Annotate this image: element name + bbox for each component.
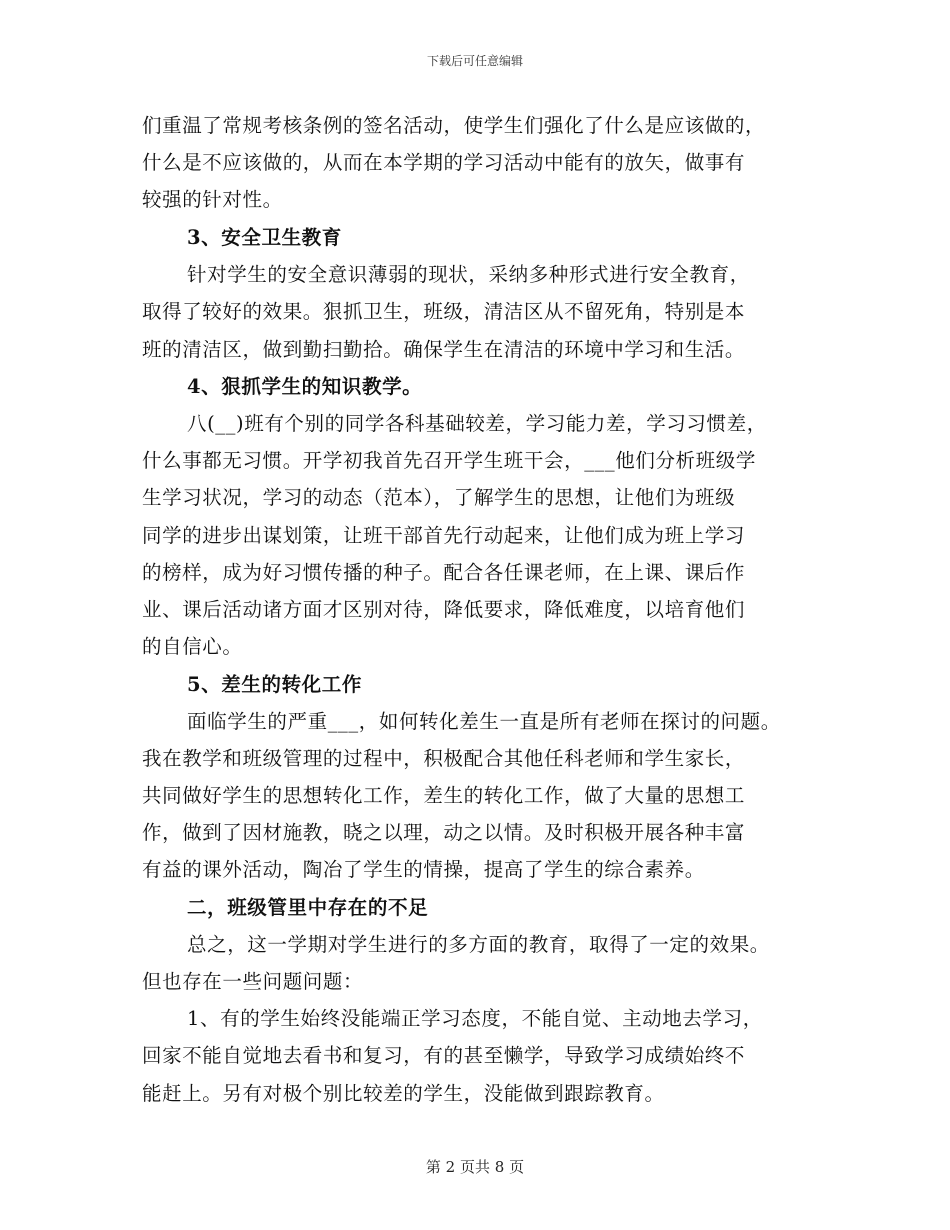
text-line: 但也存在一些问题问题： <box>142 970 364 993</box>
text-line: 什么事都无习惯。开学初我首先召开学生班干会，___他们分析班级学 <box>142 449 756 472</box>
text-line: 八(__)班有个别的同学各科基础较差，学习能力差，学习习惯差， <box>187 412 767 435</box>
section-heading: 3、安全卫生教育 <box>187 226 342 249</box>
text-line: 我在教学和班级管理的过程中，积极配合其他任科老师和学生家长， <box>142 747 746 770</box>
text-line: 什么是不应该做的，从而在本学期的学习活动中能有的放矢，做事有 <box>142 151 746 174</box>
text-line: 回家不能自觉地去看书和复习，有的甚至懒学，导致学习成绩始终不 <box>142 1044 746 1067</box>
text-line: 的自信心。 <box>142 635 243 658</box>
text-line: 取得了较好的效果。狠抓卫生，班级，清洁区从不留死角，特别是本 <box>142 300 746 323</box>
text-line: 班的清洁区，做到勤扫勤拾。确保学生在清洁的环境中学习和生活。 <box>142 338 746 361</box>
text-line: 面临学生的严重___，如何转化差生一直是所有老师在探讨的问题。 <box>187 710 781 733</box>
section-heading: 4、狠抓学生的知识教学。 <box>187 375 423 398</box>
text-line: 们重温了常规考核条例的签名活动，使学生们强化了什么是应该做的， <box>142 114 766 137</box>
section-heading: 二，班级管里中存在的不足 <box>187 896 429 919</box>
text-line: 业、课后活动诸方面才区别对待，降低要求，降低难度，以培育他们 <box>142 598 746 621</box>
text-line: 有益的课外活动，陶冶了学生的情操，提高了学生的综合素养。 <box>142 858 705 881</box>
page-header: 下载后可任意编辑 <box>426 54 523 68</box>
text-line: 作，做到了因材施教，晓之以理，动之以情。及时积极开展各种丰富 <box>142 821 746 844</box>
text-line: 针对学生的安全意识薄弱的现状，采纳多种形式进行安全教育， <box>187 263 750 286</box>
text-line: 总之，这一学期对学生进行的多方面的教育，取得了一定的效果。 <box>187 933 770 956</box>
text-line: 较强的针对性。 <box>142 188 283 211</box>
page-footer: 第 2 页共 8 页 <box>425 1158 525 1176</box>
text-line: 同学的进步出谋划策，让班干部首先行动起来，让他们成为班上学习 <box>142 524 746 547</box>
text-line: 的榜样，成为好习惯传播的种子。配合各任课老师，在上课、课后作 <box>142 561 746 584</box>
text-line: 1、有的学生始终没能端正学习态度，不能自觉、主动地去学习， <box>187 1007 763 1030</box>
text-line: 生学习状况，学习的动态（范本），了解学生的思想，让他们为班级 <box>142 486 736 509</box>
text-line: 能赶上。另有对极个别比较差的学生，没能做到跟踪教育。 <box>142 1082 665 1105</box>
section-heading: 5、差生的转化工作 <box>187 673 362 696</box>
text-line: 共同做好学生的思想转化工作，差生的转化工作，做了大量的思想工 <box>142 784 746 807</box>
